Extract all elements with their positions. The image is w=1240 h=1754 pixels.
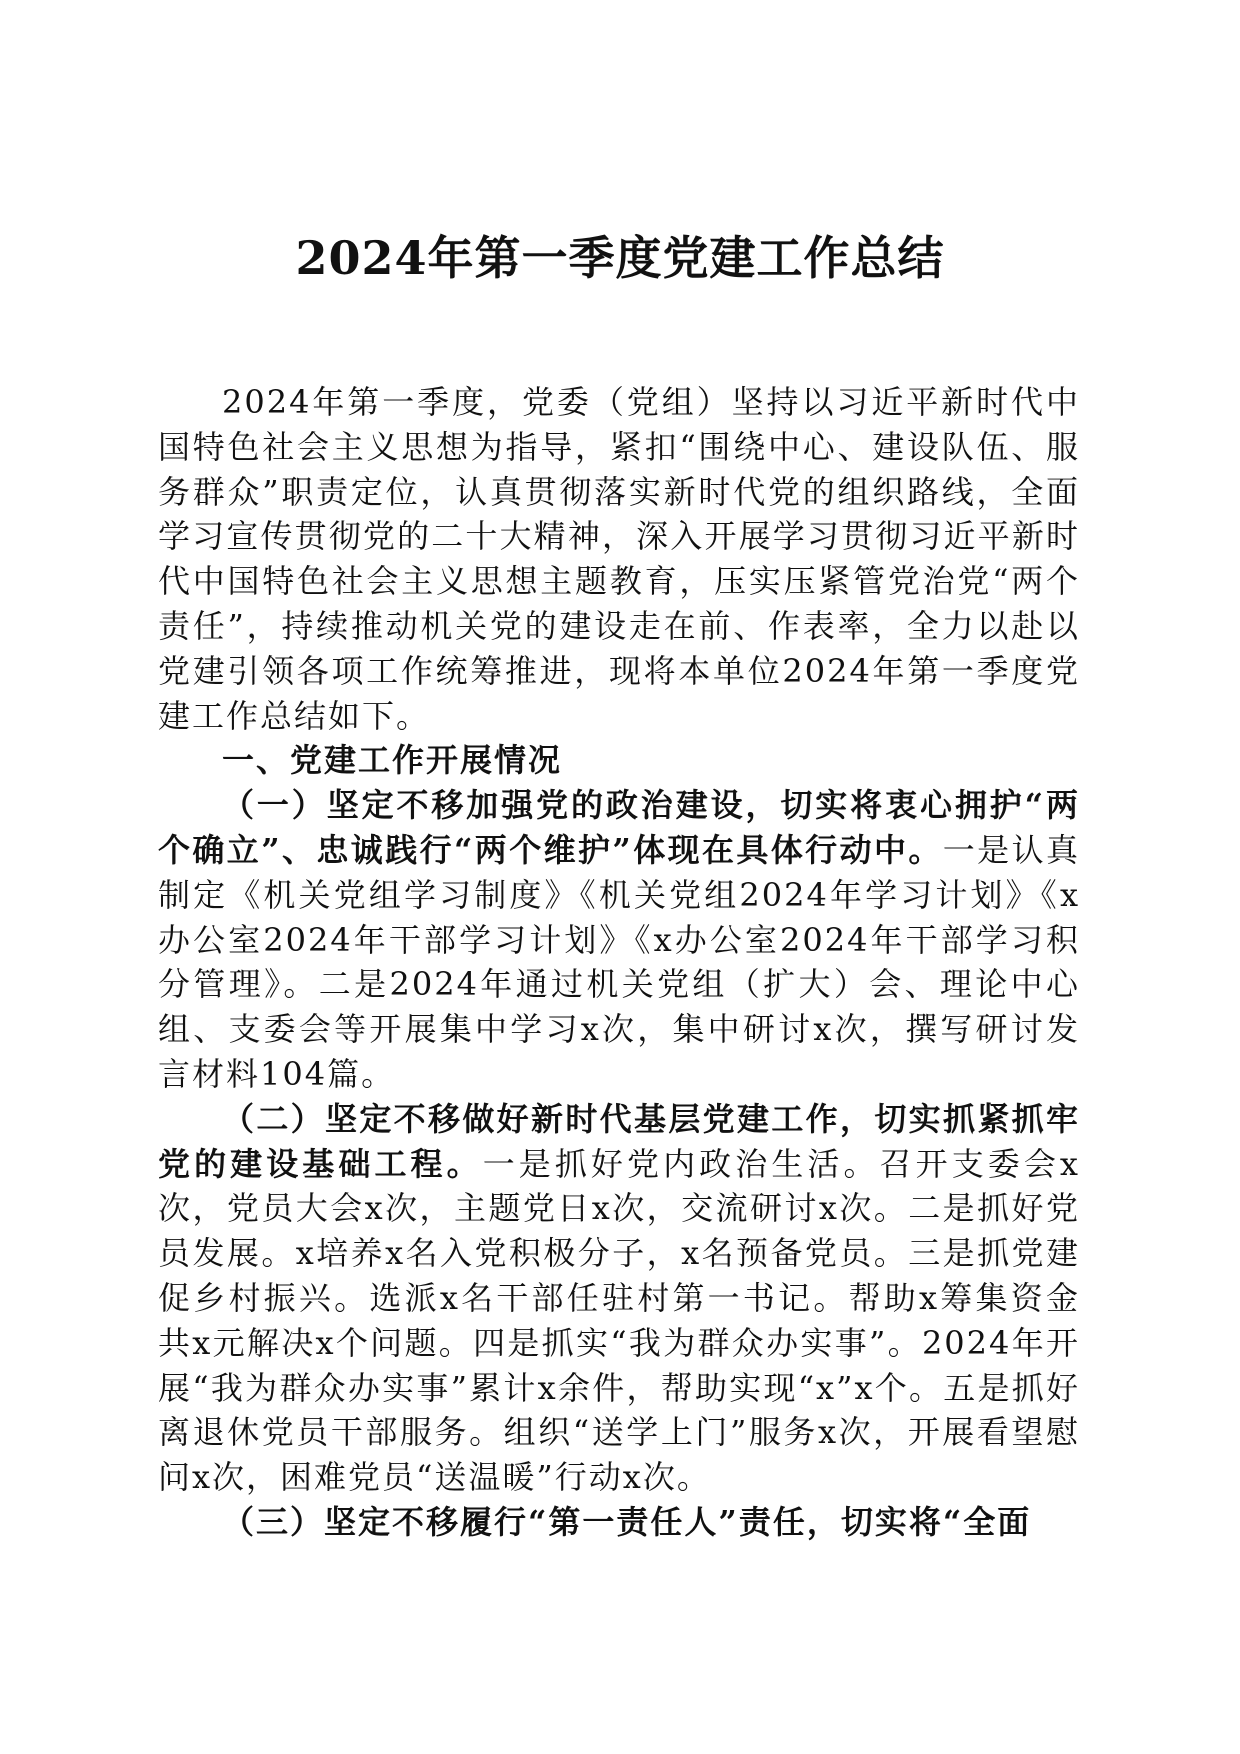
section-heading: 一、党建工作开展情况 <box>222 741 563 780</box>
item-1-lead: （一）坚定不移加强党的政治建设，切实将衷心拥护“两个确立”、忠诚践行“两个维护”体现在具体行动中。 <box>158 786 1080 869</box>
item-3-lead: （三）坚定不移履行“第一责任人”责任，切实将“全面 <box>222 1502 1032 1541</box>
intro-paragraph: 2024年第一季度，党委（党组）坚持以习近平新时代中国特色社会主义思想为指导，紧扣“围绕中心、建设队伍、服务群众”职责定位，认真贯彻落实新时代党的组织路线，全面学习宣传贯彻党的二十大精神，深入开展学习贯彻习近平新时代中国特色社会主义思想主题教育，压实压紧管党治党“两个责任”，持续推动机关党的建设走在前、作表率，全力以赴以党建引领各项工作统筹推进，现将本单位2024年第一季度党建工作总结如下。 <box>158 383 1080 735</box>
item-2-lead: （二）坚定不移做好新时代基层党建工作，切实抓紧抓牢党的建设基础工程。 <box>158 1099 1080 1183</box>
item-1-paragraph <box>158 783 1080 1097</box>
document-body <box>158 380 1080 1545</box>
item-1-body: 一是认真制定《机关党组学习制度》《机关党组2024年学习计划》《x办公室2024年干部学习计划》《x办公室2024年干部学习积分管理》。二是2024年通过机关党组（扩大）会、理论中心组、支委会等开展集中学习x次，集中研讨x次，撰写研讨发言材料104篇。 <box>158 830 1080 1093</box>
document-title: 2024年第一季度党建工作总结 <box>295 231 945 285</box>
item-3-paragraph <box>158 1500 1080 1545</box>
item-2-paragraph <box>158 1097 1080 1500</box>
item-2-body: 一是抓好党内政治生活。召开支委会x次，党员大会x次，主题党日x次，交流研讨x次。二是抓好党员发展。x培养x名入党积极分子，x名预备党员。三是抓党建促乡村振兴。选派x名干部任驻村第一书记。帮助x筹集资金共x元解决x个问题。四是抓实“我为群众办实事”。2024年开展“我为群众办实事”累计x余件，帮助实现“x”x个。五是抓好离退休党员干部服务。组织“送学上门”服务x次，开展看望慰问x次，困难党员“送温暖”行动x次。 <box>158 1144 1080 1497</box>
